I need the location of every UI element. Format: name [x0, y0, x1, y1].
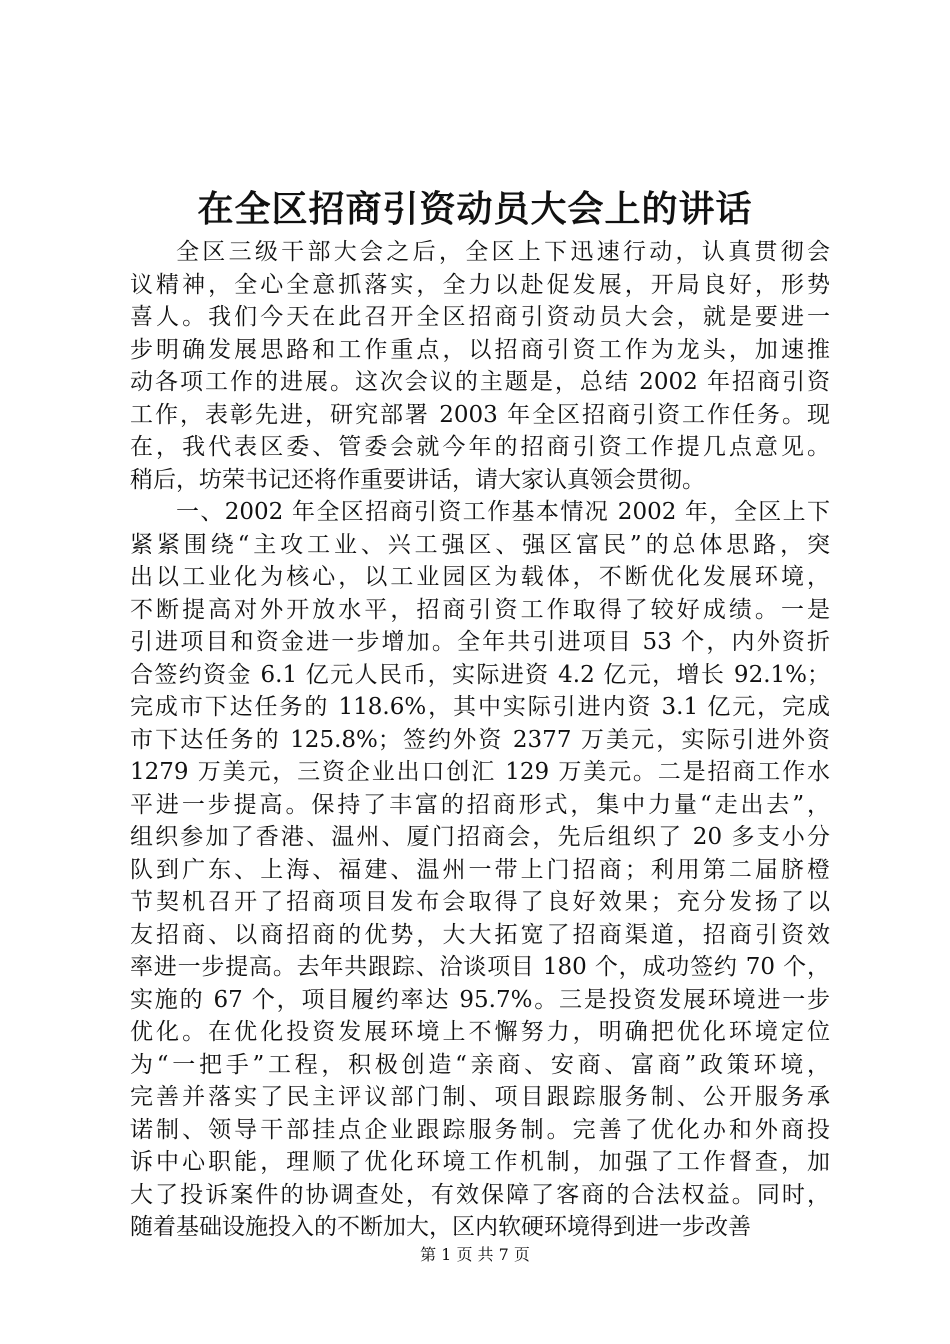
- paragraph-line: 全区三级干部大会之后，全区上下迅速行动，认真贯彻会: [176, 239, 830, 265]
- paragraph-line: 实施的 67 个，项目履约率达 95.7%。三是投资发展环境进一步: [130, 986, 830, 1013]
- paragraph-line: 友招商、以商招商的优势，大大拓宽了招商渠道，招商引资效: [130, 921, 830, 948]
- paragraph-line: 喜人。我们今天在此召开全区招商引资动员大会，就是要进一: [130, 304, 830, 330]
- paragraph-line: 随着基础设施投入的不断加大，区内软硬环境得到进一步改善: [130, 1214, 751, 1240]
- paragraph-line: 议精神，全心全意抓落实，全力以赴促发展，开局良好，形势: [130, 271, 830, 298]
- paragraph-line: 步明确发展思路和工作重点，以招商引资工作为龙头，加速推: [130, 336, 830, 363]
- paragraph-line: 节契机召开了招商项目发布会取得了良好效果；充分发扬了以: [130, 889, 830, 915]
- paragraph-line: 组织参加了香港、温州、厦门招商会，先后组织了 20 多支小分: [130, 824, 830, 850]
- document-body: [130, 236, 830, 1244]
- paragraph-line: 完善并落实了民主评议部门制、项目跟踪服务制、公开服务承: [130, 1084, 830, 1110]
- paragraph-line: 出以工业化为核心，以工业园区为载体，不断优化发展环境，: [130, 564, 830, 590]
- paragraph-line: 为“一把手”工程，积极创造“亲商、安商、富商”政策环境，: [130, 1051, 830, 1078]
- paragraph-line: 动各项工作的进展。这次会议的主题是，总结 2002 年招商引资: [130, 369, 830, 395]
- paragraph-line: 市下达任务的 125.8%；签约外资 2377 万美元，实际引进外资: [130, 726, 830, 753]
- paragraph-line: 优化。在优化投资发展环境上不懈努力，明确把优化环境定位: [130, 1019, 830, 1045]
- paragraph-line: 紧紧围绕“主攻工业、兴工强区、强区富民”的总体思路，突: [130, 531, 830, 558]
- paragraph-line: 稍后，坊荣书记还将作重要讲话，请大家认真领会贯彻。: [130, 466, 705, 493]
- paragraph-line: 率进一步提高。去年共跟踪、洽谈项目 180 个，成功签约 70 个，: [130, 954, 830, 980]
- paragraph-line: 1279 万美元，三资企业出口创汇 129 万美元。二是招商工作水: [130, 759, 830, 785]
- paragraph-line: 平进一步提高。保持了丰富的招商形式，集中力量“走出去”，: [130, 791, 830, 818]
- document-title: 在全区招商引资动员大会上的讲话: [197, 188, 753, 230]
- paragraph-line: 在，我代表区委、管委会就今年的招商引资工作提几点意见。: [130, 434, 830, 460]
- paragraph-line: 诉中心职能，理顺了优化环境工作机制，加强了工作督查，加: [130, 1149, 830, 1175]
- paragraph-line: 一、2002 年全区招商引资工作基本情况 2002 年，全区上下: [176, 499, 830, 525]
- page-footer: 第 1 页 共 7 页: [420, 1245, 530, 1264]
- paragraph-line: 工作，表彰先进，研究部署 2003 年全区招商引资工作任务。现: [130, 401, 830, 428]
- paragraph-line: 不断提高对外开放水平，招商引资工作取得了较好成绩。一是: [130, 596, 830, 623]
- paragraph-line: 诺制、领导干部挂点企业跟踪服务制。完善了优化办和外商投: [130, 1116, 830, 1143]
- paragraph-line: 队到广东、上海、福建、温州一带上门招商；利用第二届脐橙: [130, 856, 830, 883]
- paragraph-line: 大了投诉案件的协调查处，有效保障了客商的合法权益。同时，: [130, 1181, 830, 1208]
- paragraph-line: 引进项目和资金进一步增加。全年共引进项目 53 个，内外资折: [130, 629, 830, 655]
- paragraph-line: 合签约资金 6.1 亿元人民币，实际进资 4.2 亿元，增长 92.1%；: [130, 661, 830, 688]
- paragraph-line: 完成市下达任务的 118.6%，其中实际引进内资 3.1 亿元，完成: [130, 694, 830, 720]
